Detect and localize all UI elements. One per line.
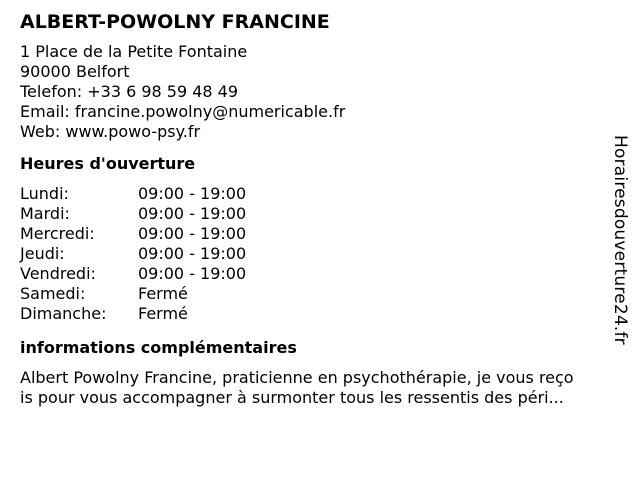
hours-row-friday: [20, 264, 610, 284]
day-label: Mercredi:: [20, 224, 95, 243]
info-title: informations complémentaires: [20, 338, 297, 357]
hours-row-saturday: [20, 284, 610, 304]
day-label: Vendredi:: [20, 264, 96, 283]
day-label: Dimanche:: [20, 304, 107, 323]
hours-value: 09:00 - 19:00: [138, 224, 247, 243]
day-label: Mardi:: [20, 204, 70, 223]
hours-value: 09:00 - 19:00: [138, 184, 247, 203]
hours-value: 09:00 - 19:00: [138, 244, 247, 263]
address-line-2: 90000 Belfort: [20, 62, 130, 81]
hours-value: 09:00 - 19:00: [138, 204, 247, 223]
hours-value: Fermé: [138, 284, 188, 303]
day-label: Samedi:: [20, 284, 86, 303]
info-line-2: is pour vous accompagner à surmonter tous les ressentis des péri...: [20, 388, 564, 407]
web-line: Web: www.powo-psy.fr: [20, 122, 201, 141]
email-line: Email: francine.powolny@numericable.fr: [20, 102, 346, 121]
address-line-1: 1 Place de la Petite Fontaine: [20, 42, 248, 61]
hours-value: Fermé: [138, 304, 188, 323]
phone-line: Telefon: +33 6 98 59 48 49: [20, 82, 239, 101]
hours-row-wednesday: [20, 224, 610, 244]
info-line-1: Albert Powolny Francine, praticienne en psychothérapie, je vous reço: [20, 368, 574, 387]
hours-title: Heures d'ouverture: [20, 154, 196, 173]
contact-block: [20, 42, 610, 142]
hours-row-thursday: [20, 244, 610, 264]
hours-row-tuesday: [20, 204, 610, 224]
day-label: Lundi:: [20, 184, 69, 203]
hours-row-sunday: [20, 304, 610, 324]
business-name: ALBERT-POWOLNY FRANCINE: [20, 11, 330, 33]
site-watermark: Horairesdouverture24.fr: [610, 135, 630, 345]
hours-value: 09:00 - 19:00: [138, 264, 247, 283]
hours-table: [20, 184, 610, 324]
day-label: Jeudi:: [20, 244, 65, 263]
business-card: [20, 10, 610, 408]
hours-row-monday: [20, 184, 610, 204]
